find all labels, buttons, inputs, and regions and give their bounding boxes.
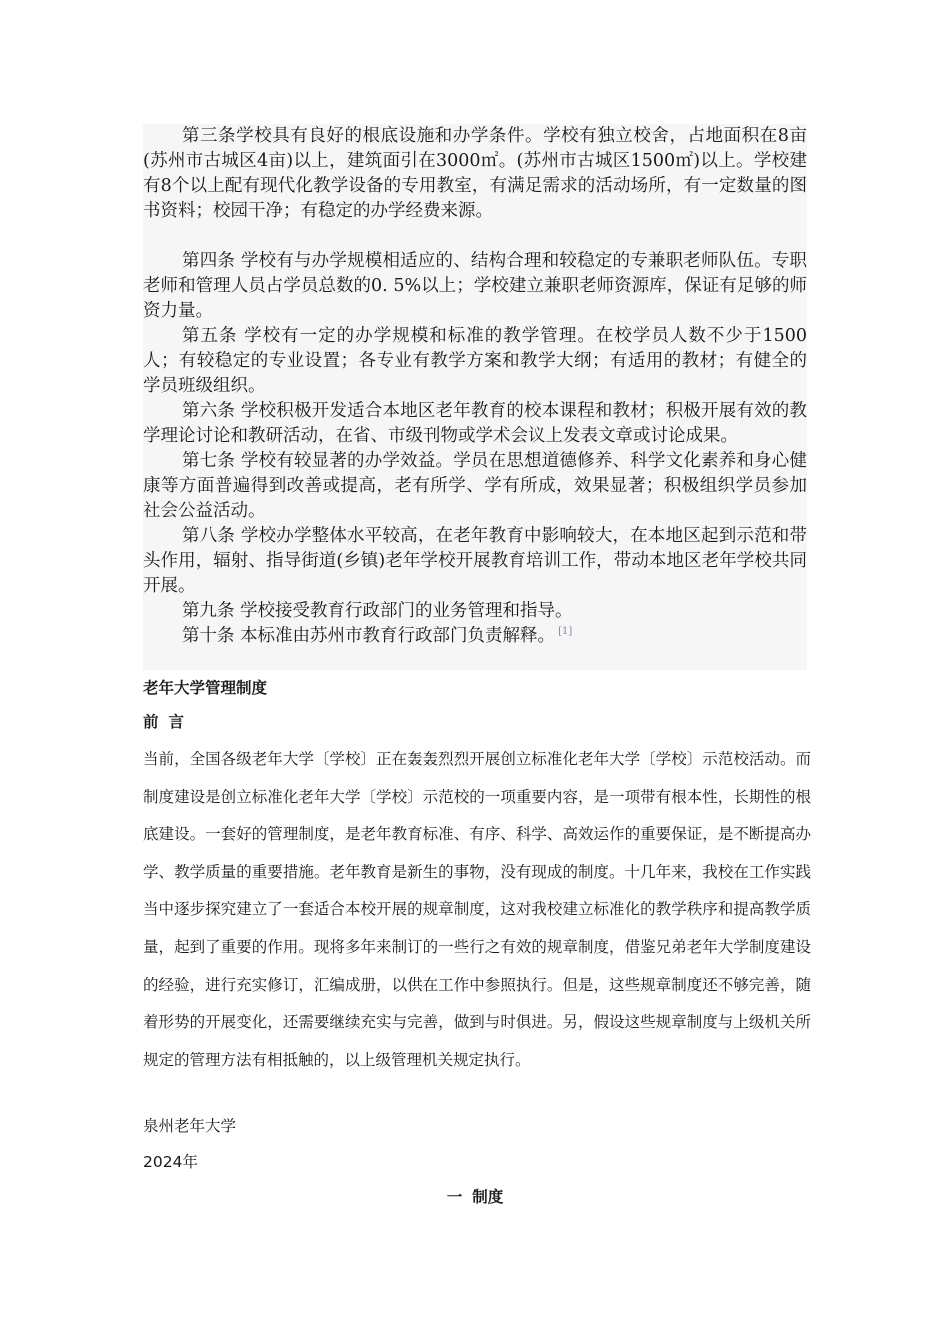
article-5: 第五条 学校有一定的办学规模和标准的教学管理。在校学员人数不少于1500人；有较稳定的专业设置；各专业有教学方案和教学大纲；有适用的教材；有健全的学员班级组织。 <box>143 326 807 396</box>
article-7: 第七条 学校有较显著的办学效益。学员在思想道德修养、科学文化素养和身心健康等方面普遍得到改善或提高，老有所学、学有所成，效果显著；积极组织学员参加社会公益活动。 <box>143 451 807 521</box>
article-3: 第三条学校具有良好的根底设施和办学条件。学校有独立校舍，占地面积在8亩(苏州市古城区4亩)以上，建筑面引在3000㎡。(苏州市古城区1500㎡)以上。学校建有8个以上配有现代化教学设备的专用教室，有满足需求的活动场所，有一定数量的图书资料；校园干净；有稳定的办学经费来源。 <box>143 126 807 221</box>
preface-heading <box>143 710 808 732</box>
reference-link[interactable]: [1] <box>558 626 573 638</box>
article-6: 第六条 学校积极开发适合本地区老年教育的校本课程和教材；积极开展有效的教学理论讨论和教研活动，在省、市级刊物或学术会议上发表文章或讨论成果。 <box>143 401 807 446</box>
article-8: 第八条 学校办学整体水平较高，在老年教育中影响较大，在本地区起到示范和带头作用，辐射、指导街道(乡镇)老年学校开展教育培训工作，带动本地区老年学校共同开展。 <box>143 526 807 596</box>
preface-text: 当前，全国各级老年大学〔学校〕正在轰轰烈烈开展创立标准化老年大学〔学校〕示范校活动。而制度建设是创立标准化老年大学〔学校〕示范校的一项重要内容，是一项带有根本性，长期性的根底建设。一套好的管理制度，是老年教育标准、有序、科学、高效运作的重要保证，是不断提高办学、教学质量的重要措施。老年教育是新生的事物，没有现成的制度。十几年来，我校在工作实践当中逐步探究建立了一套适合本校开展的规章制度，这对我校建立标准化的教学秩序和提高教学质量，起到了重要的作用。现将多年来制订的一些行之有效的规章制度，借鉴兄弟老年大学制度建设的经验，进行充实修订，汇编成册，以供在工作中参照执行。但是，这些规章制度还不够完善，随着形势的开展变化，还需要继续充实与完善，做到与时俱进。另，假设这些规章制度与上级机关所规定的管理方法有相抵触的，以上级管理机关规定执行。 <box>143 750 811 1069</box>
article-10 <box>143 624 807 649</box>
chapter-title: 制度 <box>472 1188 504 1206</box>
signature: 泉州老年大学 <box>143 1117 237 1135</box>
article-9: 第九条 学校接受教育行政部门的业务管理和指导。 <box>182 601 573 621</box>
year: 2024年 <box>143 1153 198 1171</box>
chapter-number: 一 <box>446 1188 463 1206</box>
chapter-heading <box>0 1185 950 1207</box>
document-title: 老年大学管理制度 <box>143 679 268 697</box>
articles-block <box>143 124 807 670</box>
article-4: 第四条 学校有与办学规模相适应的、结构合理和较稳定的专兼职老师队伍。专职老师和管理人员占学员总数的0. 5%以上；学校建立兼职老师资源库，保证有足够的师资力量。 <box>143 251 807 321</box>
preface-heading-char-1: 前 <box>143 713 159 731</box>
article-10-text: 第十条 本标准由苏州市教育行政部门负责解释。 <box>182 626 556 646</box>
preface-heading-char-2: 言 <box>168 713 185 731</box>
